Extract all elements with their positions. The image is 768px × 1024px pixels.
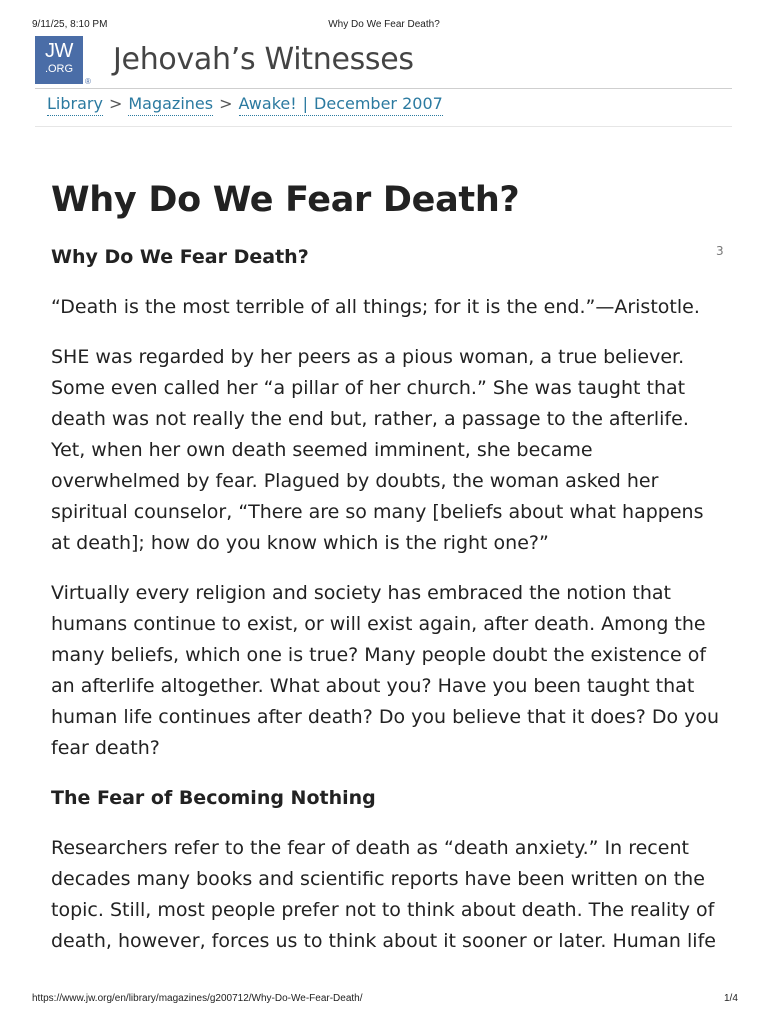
article-title: Why Do We Fear Death? (51, 180, 520, 220)
breadcrumb (47, 94, 443, 122)
article-body (51, 176, 721, 957)
print-datetime: 9/11/25, 8:10 PM (32, 19, 108, 30)
article-paragraph: SHE was regarded by her peers as a pious woman, a true believer. Some even called her “a pillar of her church.” She was taught that death was not really the end but, rather, a passage to the afterlife. Yet, when her own death seemed imminent, she became overwhelmed by fear. Plagued by doubts, the woman asked her spiritual counselor, “There are so many [beliefs about what happens at death]; how do you know which is the right one?” (51, 346, 704, 554)
breadcrumb-separator: > (108, 94, 123, 113)
jw-org-logo[interactable] (35, 36, 83, 84)
breadcrumb-pipe: | (302, 94, 309, 113)
breadcrumb-magazines-link[interactable]: Magazines (128, 94, 213, 116)
article-paragraph: Researchers refer to the fear of death as “death anxiety.” In recent decades many books and scientific reports have been written on the topic. Still, most people prefer not to think about death. The reality of death, however, forces us to think about it sooner or later. Human life (51, 837, 716, 952)
breadcrumb-issue-label: December 2007 (314, 94, 443, 113)
print-page-title: Why Do We Fear Death? (328, 19, 440, 30)
registered-mark: ® (85, 77, 91, 86)
breadcrumb-issue-link[interactable] (239, 94, 443, 116)
print-page-number: 1/4 (724, 993, 738, 1004)
site-name[interactable]: Jehovah’s Witnesses (113, 42, 414, 77)
header-divider (35, 126, 732, 127)
section-heading: The Fear of Becoming Nothing (51, 787, 376, 809)
article-subheading: Why Do We Fear Death? (51, 246, 309, 268)
breadcrumb-awake-label: Awake! (238, 94, 297, 113)
breadcrumb-library-link[interactable]: Library (47, 94, 103, 116)
paragraph-number: 3 (716, 244, 724, 258)
print-url: https://www.jw.org/en/library/magazines/g200712/Why-Do-We-Fear-Death/ (32, 993, 363, 1004)
site-header (35, 36, 732, 89)
breadcrumb-separator: > (219, 94, 233, 113)
article-paragraph: Virtually every religion and society has embraced the notion that humans continue to exist, or will exist again, after death. Among the many beliefs, which one is true? Many people doubt the existence of an afterlife altogether. What about you? Have you been taught that human life continues after death? Do you believe that it does? Do you fear death? (51, 582, 720, 759)
logo-text-bottom: .ORG (44, 63, 74, 75)
print-footer (0, 993, 768, 1007)
logo-text-top: JW (45, 40, 73, 62)
print-header (0, 19, 768, 33)
article-quote: “Death is the most terrible of all things; for it is the end.”—Aristotle. (51, 296, 700, 318)
